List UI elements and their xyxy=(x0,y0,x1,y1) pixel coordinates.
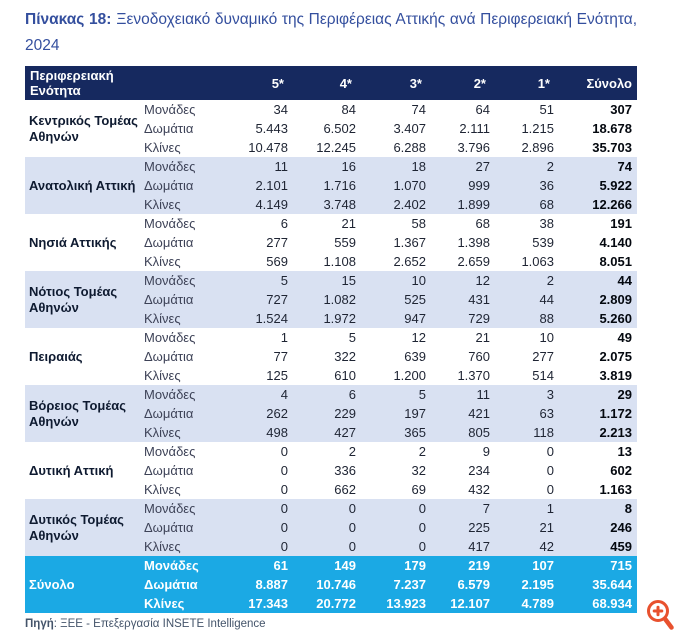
metric-label-cell: Δωμάτια xyxy=(142,518,215,537)
row-total-cell: 307 xyxy=(610,102,632,117)
row-total-cell: 5.922 xyxy=(559,176,637,195)
value-cell: 2 xyxy=(348,444,356,459)
value-cell: 2.195 xyxy=(495,575,559,594)
row-total-cell: 602 xyxy=(610,463,632,478)
value-cell: 365 xyxy=(361,423,431,442)
value-cell: 947 xyxy=(361,309,431,328)
row-total-cell: 49 xyxy=(617,330,632,345)
header-col-3star: 3* xyxy=(361,66,431,100)
value-cell: 68 xyxy=(475,216,490,231)
value-cell: 17.343 xyxy=(215,594,293,613)
value-cell: 2.652 xyxy=(393,254,426,269)
value-cell: 760 xyxy=(468,349,490,364)
metric-label-cell: Κλίνες xyxy=(142,537,215,556)
value-cell: 0 xyxy=(361,518,431,537)
value-cell: 12 xyxy=(431,271,495,290)
metric-label-cell: Μονάδες xyxy=(142,157,215,176)
hotel-capacity-table xyxy=(25,66,637,613)
value-cell: 6 xyxy=(280,216,288,231)
value-cell: 13.923 xyxy=(361,594,431,613)
value-cell: 5.443 xyxy=(255,121,288,136)
region-name-cell: Ανατολική Αττική xyxy=(25,157,142,214)
value-cell: 0 xyxy=(361,499,431,518)
value-cell: 569 xyxy=(266,254,288,269)
value-cell: 729 xyxy=(431,309,495,328)
row-total-cell: 35.703 xyxy=(592,140,632,155)
metric-label-cell: Κλίνες xyxy=(144,140,181,155)
value-cell: 107 xyxy=(495,556,559,575)
value-cell: 58 xyxy=(411,216,426,231)
value-cell: 1.108 xyxy=(323,254,356,269)
value-cell: 0 xyxy=(546,463,554,478)
value-cell: 69 xyxy=(411,482,426,497)
table-row xyxy=(25,442,637,461)
metric-label-cell: Δωμάτια xyxy=(144,121,194,136)
metric-label-cell: Μονάδες xyxy=(144,102,196,117)
value-cell: 1.716 xyxy=(293,176,361,195)
value-cell: 88 xyxy=(495,309,559,328)
metric-label-cell: Δωμάτια xyxy=(144,463,194,478)
value-cell: 5 xyxy=(348,330,356,345)
source-label: Πηγή xyxy=(25,618,54,630)
value-cell: 219 xyxy=(431,556,495,575)
metric-label-cell: Κλίνες xyxy=(142,423,215,442)
value-cell: 149 xyxy=(293,556,361,575)
region-name-cell: Πειραιάς xyxy=(29,348,83,364)
table-title xyxy=(25,7,637,59)
value-cell: 2.402 xyxy=(361,195,431,214)
metric-label-cell: Μονάδες xyxy=(142,385,215,404)
value-cell: 36 xyxy=(495,176,559,195)
value-cell: 10 xyxy=(539,330,554,345)
total-row xyxy=(25,556,637,575)
value-cell: 3.748 xyxy=(293,195,361,214)
value-cell: 0 xyxy=(280,463,288,478)
value-cell: 64 xyxy=(475,102,490,117)
header-row xyxy=(25,66,637,100)
value-cell: 1 xyxy=(495,499,559,518)
value-cell: 4.149 xyxy=(215,195,293,214)
metric-label-cell: Μονάδες xyxy=(142,556,215,575)
table-row xyxy=(25,100,637,119)
value-cell: 559 xyxy=(334,235,356,250)
value-cell: 10.478 xyxy=(248,140,288,155)
metric-label-cell: Μονάδες xyxy=(144,444,196,459)
row-total-cell: 246 xyxy=(559,518,637,537)
value-cell: 6.502 xyxy=(323,121,356,136)
metric-label-cell: Μονάδες xyxy=(144,216,196,231)
region-name-cell: Νότιος Τομέας Αθηνών xyxy=(25,271,142,328)
value-cell: 6 xyxy=(293,385,361,404)
value-cell: 525 xyxy=(361,290,431,309)
row-total-cell: 12.266 xyxy=(559,195,637,214)
value-cell: 2.111 xyxy=(459,121,490,136)
region-name-cell: Δυτικός Τομέας Αθηνών xyxy=(25,499,142,556)
row-total-cell: 3.819 xyxy=(599,368,632,383)
row-total-cell: 1.172 xyxy=(559,404,637,423)
row-total-cell: 68.934 xyxy=(559,594,637,613)
value-cell: 514 xyxy=(532,368,554,383)
row-total-cell: 8 xyxy=(559,499,637,518)
row-total-cell: 459 xyxy=(559,537,637,556)
value-cell: 38 xyxy=(539,216,554,231)
value-cell: 34 xyxy=(273,102,288,117)
metric-label-cell: Δωμάτια xyxy=(144,235,194,250)
row-total-cell: 2.075 xyxy=(599,349,632,364)
value-cell: 1 xyxy=(280,330,288,345)
value-cell: 61 xyxy=(215,556,293,575)
value-cell: 11 xyxy=(431,385,495,404)
value-cell: 662 xyxy=(334,482,356,497)
magnifier-plus-icon xyxy=(645,624,677,639)
source-text: : ΞΕΕ - Επεξεργασία INSETE Intelligence xyxy=(53,618,266,630)
value-cell: 539 xyxy=(532,235,554,250)
value-cell: 32 xyxy=(411,463,426,478)
value-cell: 63 xyxy=(495,404,559,423)
value-cell: 322 xyxy=(334,349,356,364)
value-cell: 51 xyxy=(539,102,554,117)
value-cell: 18 xyxy=(361,157,431,176)
metric-label-cell: Δωμάτια xyxy=(142,290,215,309)
metric-label-cell: Δωμάτια xyxy=(142,176,215,195)
metric-label-cell: Κλίνες xyxy=(142,594,215,613)
table-body xyxy=(25,100,637,613)
value-cell: 15 xyxy=(293,271,361,290)
value-cell: 431 xyxy=(431,290,495,309)
value-cell: 1.398 xyxy=(457,235,490,250)
value-cell: 2 xyxy=(495,271,559,290)
value-cell: 2 xyxy=(495,157,559,176)
metric-label-cell: Μονάδες xyxy=(144,330,196,345)
value-cell: 3.407 xyxy=(393,121,426,136)
value-cell: 0 xyxy=(293,518,361,537)
value-cell: 1.367 xyxy=(393,235,426,250)
row-total-cell: 18.678 xyxy=(592,121,632,136)
metric-label-cell: Κλίνες xyxy=(144,482,181,497)
metric-label-cell: Μονάδες xyxy=(142,499,215,518)
value-cell: 77 xyxy=(273,349,288,364)
row-total-cell: 2.213 xyxy=(559,423,637,442)
value-cell: 1.063 xyxy=(521,254,554,269)
table-title-number: Πίνακας 18: xyxy=(25,11,112,28)
metric-label-cell: Δωμάτια xyxy=(144,349,194,364)
row-total-cell: 35.644 xyxy=(559,575,637,594)
metric-label-cell: Κλίνες xyxy=(142,195,215,214)
region-name-cell: Δυτική Αττική xyxy=(29,462,114,478)
metric-label-cell: Κλίνες xyxy=(142,309,215,328)
region-name-cell: Κεντρικός Τομέας Αθηνών xyxy=(29,112,138,144)
table-header xyxy=(25,66,637,100)
value-cell: 12 xyxy=(411,330,426,345)
metric-label-cell: Κλίνες xyxy=(144,368,181,383)
value-cell: 42 xyxy=(495,537,559,556)
value-cell: 225 xyxy=(431,518,495,537)
row-total-cell: 4.140 xyxy=(599,235,632,250)
value-cell: 421 xyxy=(431,404,495,423)
value-cell: 118 xyxy=(495,423,559,442)
value-cell: 5 xyxy=(215,271,293,290)
table-row xyxy=(25,271,637,290)
row-total-cell: 74 xyxy=(559,157,637,176)
value-cell: 427 xyxy=(293,423,361,442)
row-total-cell: 29 xyxy=(559,385,637,404)
value-cell: 12.107 xyxy=(431,594,495,613)
value-cell: 21 xyxy=(341,216,356,231)
value-cell: 68 xyxy=(495,195,559,214)
row-total-cell: 1.163 xyxy=(599,482,632,497)
row-total-cell: 2.809 xyxy=(559,290,637,309)
value-cell: 9 xyxy=(482,444,490,459)
value-cell: 1.899 xyxy=(431,195,495,214)
value-cell: 4.789 xyxy=(495,594,559,613)
header-region-col xyxy=(25,66,215,100)
value-cell: 12.245 xyxy=(316,140,356,155)
value-cell: 336 xyxy=(334,463,356,478)
value-cell: 7 xyxy=(431,499,495,518)
value-cell: 6.579 xyxy=(431,575,495,594)
value-cell: 0 xyxy=(215,518,293,537)
table-row xyxy=(25,157,637,176)
value-cell: 44 xyxy=(495,290,559,309)
value-cell: 2.659 xyxy=(457,254,490,269)
value-cell: 7.237 xyxy=(361,575,431,594)
value-cell: 999 xyxy=(431,176,495,195)
value-cell: 8.887 xyxy=(215,575,293,594)
row-total-cell: 13 xyxy=(617,444,632,459)
row-total-cell: 191 xyxy=(610,216,632,231)
value-cell: 0 xyxy=(215,499,293,518)
header-col-5star: 5* xyxy=(215,66,293,100)
value-cell: 1.524 xyxy=(215,309,293,328)
value-cell: 0 xyxy=(215,537,293,556)
value-cell: 432 xyxy=(468,482,490,497)
source-line xyxy=(25,618,680,630)
value-cell: 84 xyxy=(341,102,356,117)
value-cell: 10 xyxy=(361,271,431,290)
value-cell: 5 xyxy=(361,385,431,404)
value-cell: 21 xyxy=(475,330,490,345)
value-cell: 74 xyxy=(411,102,426,117)
value-cell: 3.796 xyxy=(457,140,490,155)
value-cell: 16 xyxy=(293,157,361,176)
value-cell: 10.746 xyxy=(293,575,361,594)
value-cell: 805 xyxy=(431,423,495,442)
value-cell: 277 xyxy=(266,235,288,250)
value-cell: 262 xyxy=(215,404,293,423)
value-cell: 498 xyxy=(215,423,293,442)
value-cell: 234 xyxy=(468,463,490,478)
header-region-label: Περιφερειακή Ενότητα xyxy=(30,68,114,98)
metric-label-cell: Μονάδες xyxy=(142,271,215,290)
value-cell: 2.101 xyxy=(215,176,293,195)
row-total-cell: 44 xyxy=(559,271,637,290)
value-cell: 0 xyxy=(280,444,288,459)
value-cell: 1.370 xyxy=(457,368,490,383)
metric-label-cell: Δωμάτια xyxy=(142,404,215,423)
value-cell: 1.200 xyxy=(393,368,426,383)
value-cell: 6.288 xyxy=(393,140,426,155)
header-col-4star: 4* xyxy=(293,66,361,100)
value-cell: 4 xyxy=(215,385,293,404)
table-row xyxy=(25,214,637,233)
value-cell: 0 xyxy=(546,482,554,497)
row-total-cell: 715 xyxy=(559,556,637,575)
value-cell: 277 xyxy=(532,349,554,364)
metric-label-cell: Κλίνες xyxy=(144,254,181,269)
table-row xyxy=(25,385,637,404)
zoom-in-button[interactable] xyxy=(645,598,677,636)
region-name-cell: Νησιά Αττικής xyxy=(29,234,117,250)
value-cell: 0 xyxy=(361,537,431,556)
table-row xyxy=(25,328,637,347)
value-cell: 1.972 xyxy=(293,309,361,328)
value-cell: 11 xyxy=(215,157,293,176)
value-cell: 125 xyxy=(266,368,288,383)
region-name-cell: Σύνολο xyxy=(25,556,142,613)
value-cell: 1.070 xyxy=(361,176,431,195)
value-cell: 0 xyxy=(293,499,361,518)
value-cell: 0 xyxy=(293,537,361,556)
value-cell: 2.896 xyxy=(521,140,554,155)
header-col-1star: 1* xyxy=(495,66,559,100)
region-name-cell: Βόρειος Τομέας Αθηνών xyxy=(25,385,142,442)
value-cell: 639 xyxy=(404,349,426,364)
header-col-total: Σύνολο xyxy=(559,66,637,100)
value-cell: 417 xyxy=(431,537,495,556)
header-col-2star: 2* xyxy=(431,66,495,100)
value-cell: 610 xyxy=(334,368,356,383)
value-cell: 727 xyxy=(215,290,293,309)
value-cell: 197 xyxy=(361,404,431,423)
metric-label-cell: Δωμάτια xyxy=(142,575,215,594)
value-cell: 1.082 xyxy=(293,290,361,309)
value-cell: 0 xyxy=(280,482,288,497)
value-cell: 3 xyxy=(495,385,559,404)
value-cell: 1.215 xyxy=(521,121,554,136)
value-cell: 229 xyxy=(293,404,361,423)
value-cell: 21 xyxy=(495,518,559,537)
row-total-cell: 8.051 xyxy=(599,254,632,269)
value-cell: 27 xyxy=(431,157,495,176)
value-cell: 2 xyxy=(418,444,426,459)
table-row xyxy=(25,499,637,518)
row-total-cell: 5.260 xyxy=(559,309,637,328)
value-cell: 0 xyxy=(546,444,554,459)
value-cell: 179 xyxy=(361,556,431,575)
value-cell: 20.772 xyxy=(293,594,361,613)
table-title-text: Ξενοδοχειακό δυναμικό της Περιφέρειας Αττικής ανά Περιφερειακή Ενότητα, 2024 xyxy=(25,11,638,54)
